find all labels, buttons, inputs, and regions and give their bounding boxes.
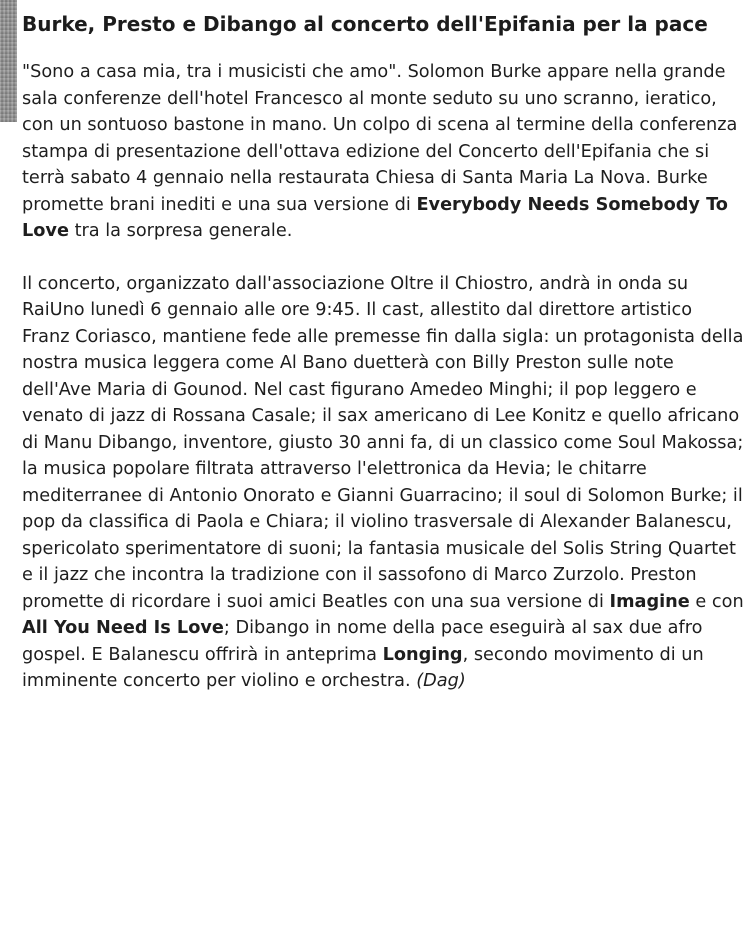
paragraph-2-text-d: , secondo movimento di un imminente concerto per violino e orchestra.: [22, 644, 704, 691]
byline: (Dag): [416, 671, 466, 691]
headline: Burke, Presto e Dibango al concerto dell'Epifania per la pace: [22, 12, 708, 36]
song-title-longing: Longing: [382, 644, 463, 665]
scanned-page-edge: [0, 0, 17, 122]
paragraph-2: [22, 271, 744, 695]
paragraph-1-text-b: tra la sorpresa generale.: [68, 221, 293, 241]
paragraph-1: [22, 59, 744, 245]
paragraph-1-text-a: "Sono a casa mia, tra i musicisti che amo". Solomon Burke appare nella grande sala conferenze dell'hotel Francesco al monte seduto su uno scranno, ieratico, con un sontuoso bastone in mano. Un colpo di scena al termine della conferenza stampa di presentazione dell'ottava edizione del Concerto dell'Epifania che si terrà sabato 4 gennaio nella restaurata Chiesa di Santa Maria La Nova. Burke promette brani inediti e una sua versione di: [22, 62, 738, 215]
paragraph-2-text-c: ; Dibango in nome della pace eseguirà al sax due afro gospel. E Balanescu offrirà in anteprima: [22, 618, 703, 665]
song-title-everybody-needs-somebody: Everybody Needs Somebody To Love: [22, 194, 728, 241]
paragraph-2-text-a: Il concerto, organizzato dall'associazione Oltre il Chiostro, andrà in onda su RaiUno lunedì 6 gennaio alle ore 9:45. Il cast, allestito dal direttore artistico Franz Coriasco, mantiene fede alle premesse fin dalla sigla: un protagonista della nostra musica leggera come Al Bano duetterà con Billy Preston sulle note dell'Ave Maria di Gounod. Nel cast figurano Amedeo Minghi; il pop leggero e venato di jazz di Rossana Casale; il sax americano di Lee Konitz e quello africano di Manu Dibango, inventore, giusto 30 anni fa, di un classico come Soul Makossa; la musica popolare filtrata attraverso l'elettronica da Hevia; le chitarre mediterranee di Antonio Onorato e Gianni Guarracino; il soul di Solomon Burke; il pop da classifica di Paola e Chiara; il violino trasversale di Alexander Balanescu, spericolato sperimentatore di suoni; la fantasia musicale del Solis String Quartet e il jazz che incontra la tradizione con il sassofono di Marco Zurzolo. Preston promette di ricordare i suoi amici Beatles con una sua versione di: [22, 273, 744, 612]
paragraph-2-text-b: e con: [689, 591, 744, 612]
article: [22, 10, 744, 695]
song-title-imagine: Imagine: [609, 591, 690, 612]
song-title-all-you-need-is-love: All You Need Is Love: [22, 618, 224, 638]
